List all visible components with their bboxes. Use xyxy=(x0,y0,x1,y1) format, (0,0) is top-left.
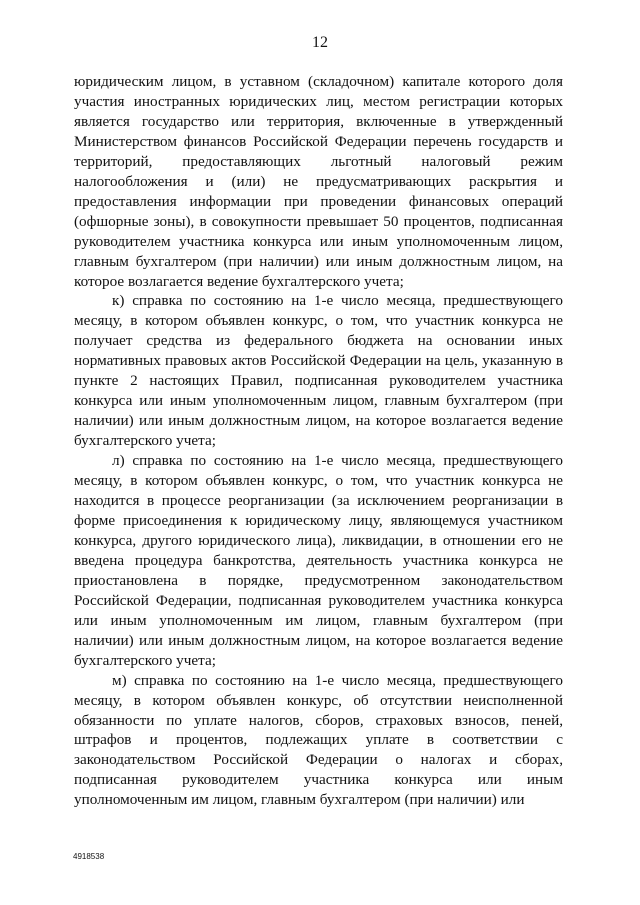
document-body xyxy=(74,72,563,810)
paragraph-item-m: м) справка по состоянию на 1-е число месяца, предшествующего месяцу, в котором объявлен конкурс, об отсутствии неисполненной обязанности по уплате налогов, сборов, страховых взносов, пеней, штрафов и процентов, подлежащих уплате в соответствии с законодательством Российской Федерации о налогах и сборах, подписанная руководителем участника конкурса или иным уполномоченным им лицом, главным бухгалтером (при наличии) или xyxy=(74,671,563,809)
paragraph-item-l: л) справка по состоянию на 1-е число месяца, предшествующего месяцу, в котором объявлен конкурс, о том, что участник конкурса не находится в процессе реорганизации (за исключением реорганизации в форме присоединения к юридическому лицу, являющемуся участником конкурса, другого юридического лица), ликвидации, в отношении его не введена процедура банкротства, деятельность участника конкурса не приостановлена в порядке, предусмотренном законодательством Российской Федерации, подписанная руководителем участника конкурса или иным уполномоченным им лицом, главным бухгалтером (при наличии) или иным должностным лицом, на которое возлагается ведение бухгалтерского учета; xyxy=(74,452,563,669)
document-code: 4918538 xyxy=(73,852,105,861)
paragraph-continuation: юридическим лицом, в уставном (складочном) капитале которого доля участия иностранных юридических лиц, местом регистрации которых является государство или территория, включенные в утвержденный Министерством финансов Российской Федерации перечень государств и территорий, предоставляющих льготный налоговый режим налогообложения и (или) не предусматривающих раскрытия и предоставления информации при проведении финансовых операций (офшорные зоны), в совокупности превышает 50 процентов, подписанная руководителем участника конкурса или иным уполномоченным лицом, главным бухгалтером (при наличии) или иным должностным лицом, на которое возлагается ведение бухгалтерского учета; xyxy=(74,73,563,290)
paragraph-item-k: к) справка по состоянию на 1-е число месяца, предшествующего месяцу, в котором объявлен конкурс, о том, что участник конкурса не получает средства из федерального бюджета на основании иных нормативных правовых актов Российской Федерации на цель, указанную в пункте 2 настоящих Правил, подписанная руководителем участника конкурса или иным уполномоченным лицом, главным бухгалтером (при наличии) или иным должностным лицом, на которое возлагается ведение бухгалтерского учета; xyxy=(74,292,563,450)
page-number: 12 xyxy=(312,34,328,51)
